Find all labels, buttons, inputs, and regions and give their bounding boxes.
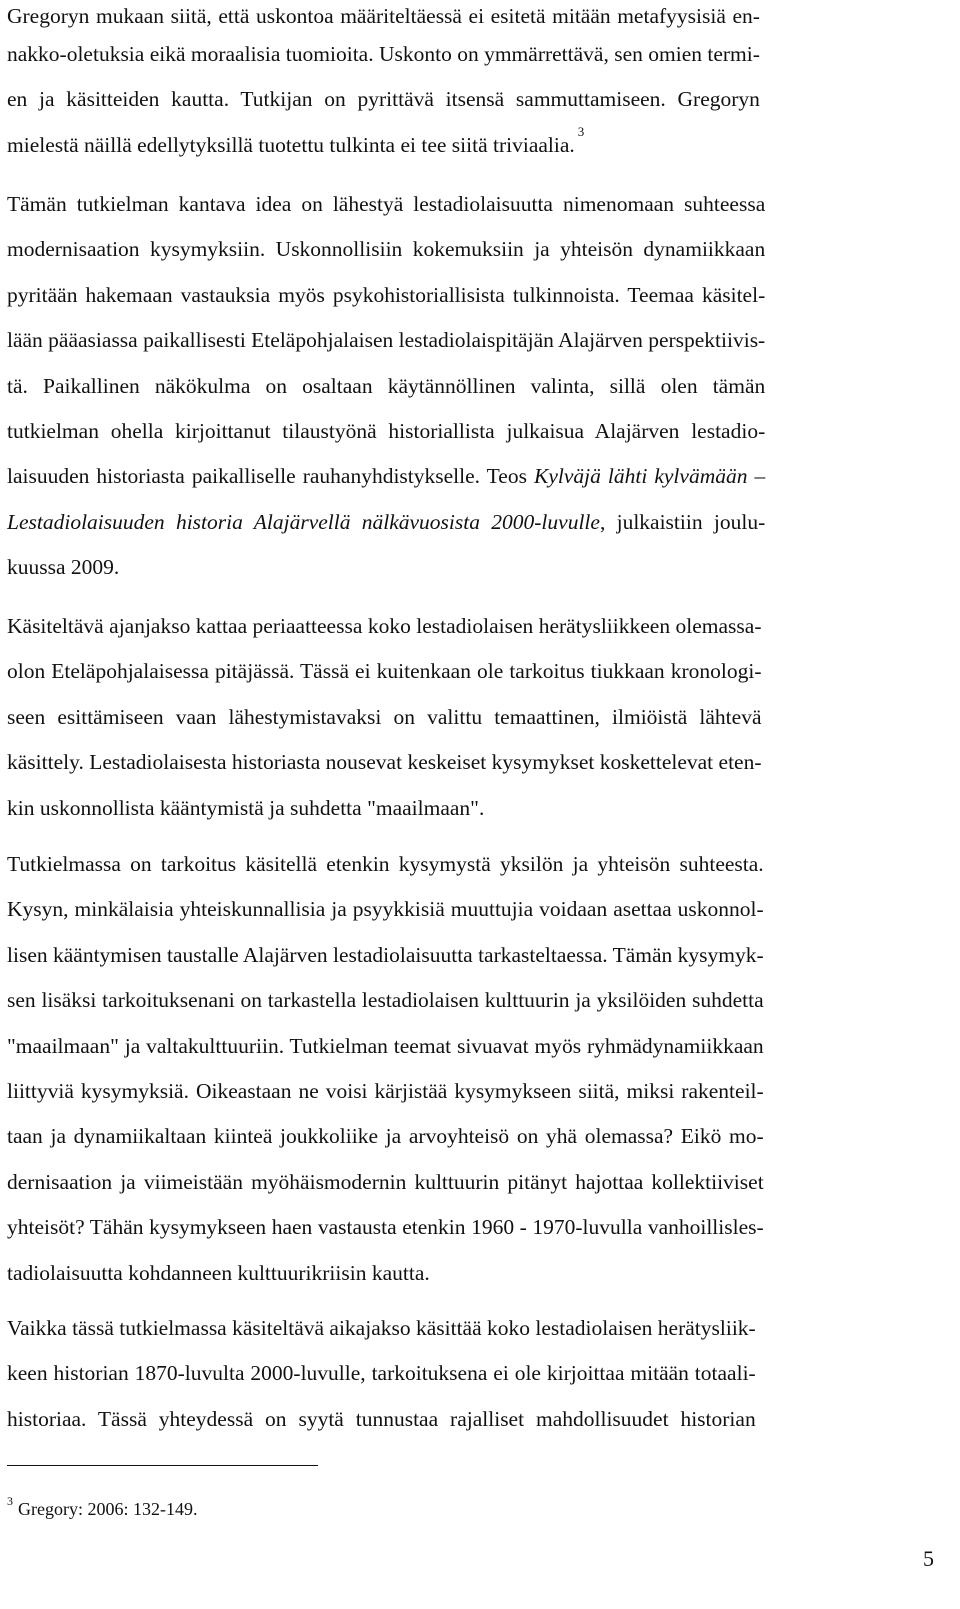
text-line: tutkielman ohella kirjoittanut tilaustyönä historiallista julkaisua Alajärven lestadio- xyxy=(7,419,766,444)
text-line: Kysyn, minkälaisia yhteiskunnallisia ja psyykkisiä muuttujia voidaan asettaa uskonnol- xyxy=(7,897,764,922)
text-line xyxy=(7,123,760,168)
text-line: en ja käsitteiden kautta. Tutkijan on pyrittävä itsensä sammuttamiseen. Gregoryn xyxy=(7,87,760,112)
text-line: kuussa 2009. xyxy=(7,555,120,580)
text-line: Gregoryn mukaan siitä, että uskontoa määriteltäessä ei esitetä mitään metafyysisiä en- xyxy=(7,4,760,28)
footnote-reference: 3 xyxy=(577,123,585,139)
text-line: taan ja dynamiikaltaan kiinteä joukkoliike ja arvoyhteisö on yhä olemassa? Eikö mo- xyxy=(7,1124,764,1149)
text-line: historiaa. Tässä yhteydessä on syytä tunnustaa rajalliset mahdollisuudet historian xyxy=(7,1406,756,1431)
text-line: dernisaation ja viimeistään myöhäismodernin kulttuurin pitänyt hajottaa kollektiiviset xyxy=(7,1169,764,1194)
text-line: keen historian 1870-luvulta 2000-luvulle, tarkoituksena ei ole kirjoittaa mitään totaali- xyxy=(7,1361,756,1386)
text-line-content: , julkaistiin joulu- xyxy=(599,509,766,534)
text-line: tadiolaisuutta kohdanneen kulttuurikriisin kautta. xyxy=(7,1260,430,1285)
text-line: modernisaation kysymyksiin. Uskonnollisiin kokemuksiin ja yhteisön dynamiikkaan xyxy=(7,237,766,262)
text-line: Vaikka tässä tutkielmassa käsiteltävä aikajakso käsittää koko lestadiolaisen herätysliik- xyxy=(7,1316,756,1340)
text-line: Tutkielmassa on tarkoitus käsitellä etenkin kysymystä yksilön ja yhteisön suhteesta. xyxy=(7,852,764,876)
text-line: sen lisäksi tarkoituksenani on tarkastella lestadiolaisen kulttuurin ja yksilöiden suhdetta xyxy=(7,988,764,1013)
text-line: kin uskonnollista kääntymistä ja suhdetta "maailmaan". xyxy=(7,795,485,820)
text-line: käsittely. Lestadiolaisesta historiasta nousevat keskeiset kysymykset koskettelevat eten- xyxy=(7,750,762,775)
text-line: Käsiteltävä ajanjakso kattaa periaatteessa koko lestadiolaisen herätysliikkeen olemassa- xyxy=(7,614,762,638)
paragraph-1 xyxy=(7,0,760,168)
text-line: yhteisöt? Tähän kysymykseen haen vastausta etenkin 1960 - 1970-luvulla vanhoillisles- xyxy=(7,1215,764,1240)
text-line: nakko-oletuksia eikä moraalisia tuomioita. Uskonto on ymmärrettävä, sen omien termi- xyxy=(7,42,760,66)
footnote-separator xyxy=(7,1465,318,1466)
footnote-number: 3 xyxy=(7,1494,13,1508)
text-line xyxy=(7,500,765,545)
text-line xyxy=(7,454,765,499)
text-line-content: laisuuden historiasta paikalliselle rauhanyhdistykselle. Teos xyxy=(7,464,527,489)
paragraph-4 xyxy=(7,842,764,1296)
text-line: pyritään hakemaan vastauksia myös psykohistoriallisista tulkinnoista. Teemaa käsitel- xyxy=(7,282,766,307)
paragraph-5 xyxy=(7,1306,756,1442)
footnote-text: Gregory: 2006: 132-149. xyxy=(18,1499,198,1519)
paragraph-3 xyxy=(7,604,762,831)
text-line: lisen kääntymisen taustalle Alajärven lestadiolaisuutta tarkasteltaessa. Tämän kysymyk- xyxy=(7,942,764,967)
text-line-content: mielestä näillä edellytyksillä tuotettu tulkinta ei tee siitä triviaalia. xyxy=(7,132,575,157)
book-title-italic: Kylväjä lähti kylvämään – xyxy=(534,464,766,489)
page-number: 5 xyxy=(923,1546,934,1571)
text-line: Tämän tutkielman kantava idea on lähestyä lestadiolaisuutta nimenomaan suhteessa xyxy=(7,192,766,216)
text-line: tä. Paikallinen näkökulma on osaltaan käytännöllinen valinta, sillä olen tämän xyxy=(7,373,766,398)
text-line: "maailmaan" ja valtakulttuuriin. Tutkielman teemat sivuavat myös ryhmädynamiikkaan xyxy=(7,1033,764,1058)
text-line: olon Eteläpohjalaisessa pitäjässä. Tässä ei kuitenkaan ole tarkoitus tiukkaan kronologi- xyxy=(7,659,762,684)
text-line: liittyviä kysymyksiä. Oikeastaan ne voisi kärjistää kysymykseen siitä, miksi rakenteil- xyxy=(7,1079,764,1104)
book-title-italic: Lestadiolaisuuden historia Alajärvellä nälkävuosista 2000-luvulle xyxy=(7,509,600,534)
text-line: lään pääasiassa paikallisesti Eteläpohjalaisen lestadiolaispitäjän Alajärven perspektiivis- xyxy=(7,328,766,353)
footnote xyxy=(7,1494,198,1521)
paragraph-2 xyxy=(7,182,765,591)
text-line: seen esittämiseen vaan lähestymistavaksi on valittu temaattinen, ilmiöistä lähtevä xyxy=(7,704,762,729)
